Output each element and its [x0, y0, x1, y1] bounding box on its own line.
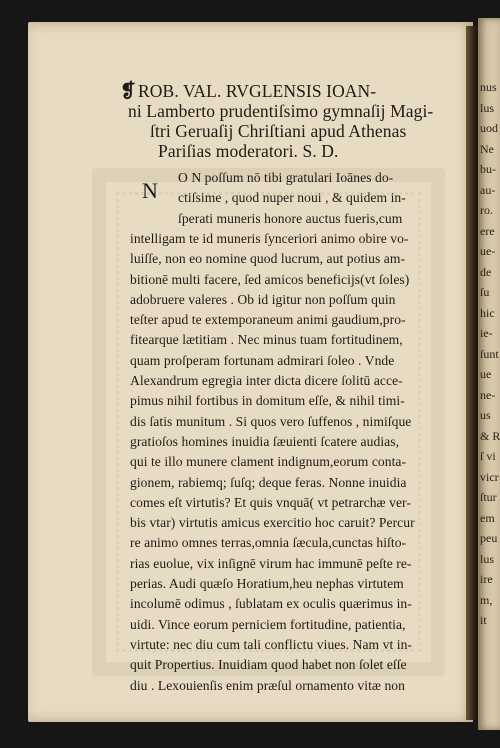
- adjacent-page-fragment: ere: [480, 223, 495, 238]
- body-line: bitionē multi facere, ſed amicos beneficijs(vt ſoles): [130, 271, 410, 287]
- heading-line-1: [120, 80, 376, 103]
- adjacent-page-fragment: ire: [480, 572, 493, 586]
- body-line: quam proſperam fortunam admirari ſoleo . Vnde: [130, 352, 395, 368]
- body-line: incolumē odimus , ſublatam ex oculis quærimus in-: [130, 596, 412, 612]
- body-line: rias euolue, vix inſignē virum hac immunē peſte re-: [130, 555, 412, 571]
- adjacent-page-fragment: au-: [480, 182, 496, 197]
- heading-text-1: ROB. VAL. RVGLENSIS IOAN-: [138, 81, 377, 101]
- body-line: pimus nihil fortibus in domitum eſſe, & nihil timi-: [130, 393, 405, 409]
- adjacent-page-edge: [478, 18, 500, 730]
- adjacent-page-fragment: lus: [480, 551, 495, 566]
- body-line: fitearque lætitiam . Nec minus tuam fortitudinem,: [130, 332, 403, 348]
- body-line: ſperati muneris honore auctus fueris,cum: [178, 210, 403, 226]
- body-line: ctiſsime , quod nuper noui , & quidem in-: [178, 190, 406, 206]
- adjacent-page-fragment: Ne: [480, 141, 494, 156]
- body-line: uidi. Vince eorum perniciem fortitudine, patientia,: [130, 616, 406, 632]
- adjacent-page-fragment: ſtur: [480, 490, 497, 504]
- body-line: luiſſe, non eo nomine quod lucrum, aut potius am-: [130, 251, 406, 267]
- adjacent-page-fragment: peu: [480, 531, 498, 545]
- body-line: perias. Audi quæſo Horatium,heu nephas virtutem: [130, 576, 404, 591]
- adjacent-page-fragment: m,: [480, 592, 493, 607]
- adjacent-page-fragment: em: [480, 510, 495, 525]
- pilcrow-icon: ❡: [120, 81, 137, 102]
- body-line: dis ſatis munitum . Si quos vero ſuffenos , nimiſque: [130, 413, 412, 429]
- heading-line-2: ni Lamberto prudentiſsimo gymnaſij Magi-: [128, 101, 434, 121]
- body-line: qui te illo munere clament indignum,eorum conta-: [130, 454, 407, 470]
- body-line: re animo omnes terras,omnia ſæcula,cunctas hiſto-: [130, 535, 407, 551]
- body-line: O N poſſum nō tibi gratulari Ioānes do-: [178, 170, 394, 185]
- adjacent-page-fragment: us: [480, 408, 491, 422]
- adjacent-page-fragment: ro.: [480, 203, 493, 217]
- body-line: intelligam te id muneris ſynceriori animo obire vo-: [130, 230, 409, 246]
- body-line: quit Propertius. Inuidiam quod habet non ſolet eſſe: [130, 657, 407, 673]
- adjacent-page-fragment: ue-: [480, 244, 496, 258]
- body-line: diu . Lexouienſis enim præſul ornamento vitæ non: [130, 677, 405, 693]
- adjacent-page-fragment: it: [480, 613, 487, 627]
- adjacent-page-fragment: ſ vi: [480, 449, 496, 463]
- adjacent-page-fragment: lus: [480, 100, 495, 115]
- body-line: teſter apud te extemporaneum animi gaudium,pro-: [130, 312, 406, 328]
- adjacent-page-fragment: hic: [480, 305, 495, 320]
- adjacent-page-fragment: nus: [480, 80, 497, 94]
- body-line: virtute: nec diu cum tali conflictu viues. Nam vt in-: [130, 636, 413, 652]
- adjacent-page-fragment: ne-: [480, 387, 496, 402]
- adjacent-page-fragment: uod: [480, 121, 498, 135]
- adjacent-page-fragment: ie-: [480, 326, 493, 340]
- body-line: Alexandrum egregia inter dicta dicere ſolitū acce-: [130, 373, 403, 388]
- adjacent-page-fragment: de: [480, 264, 492, 279]
- adjacent-page-fragment: ſu: [480, 285, 490, 299]
- body-line: gionem, rabiemq; ſuſq; deque feras. Nonne inuidia: [130, 474, 407, 490]
- body-line: bis vtar) virtutis amicus exercitio hoc caruit? Percur: [130, 515, 415, 531]
- body-line: adobruere valeres . Ob id igitur non poſſum quin: [130, 291, 396, 307]
- heading-line-3: ſtri Geruaſij Chriſtiani apud Athenas: [150, 121, 407, 141]
- adjacent-page-fragment: & R: [480, 428, 500, 443]
- initial-letter: N: [142, 178, 158, 203]
- heading-line-4: Pariſias moderatori. S. D.: [158, 141, 339, 161]
- body-line: comes eſt virtutis? Et quis vnquā( vt petrarchæ ver-: [130, 494, 411, 510]
- adjacent-page-fragment: bu-: [480, 162, 496, 176]
- body-line: gratioſos homines inuidia ſæuienti ſcatere audias,: [130, 433, 400, 449]
- adjacent-page-fragment: ſunt: [480, 346, 499, 361]
- adjacent-page-fragment: ue: [480, 367, 492, 381]
- adjacent-page-fragment: vicr: [480, 469, 499, 484]
